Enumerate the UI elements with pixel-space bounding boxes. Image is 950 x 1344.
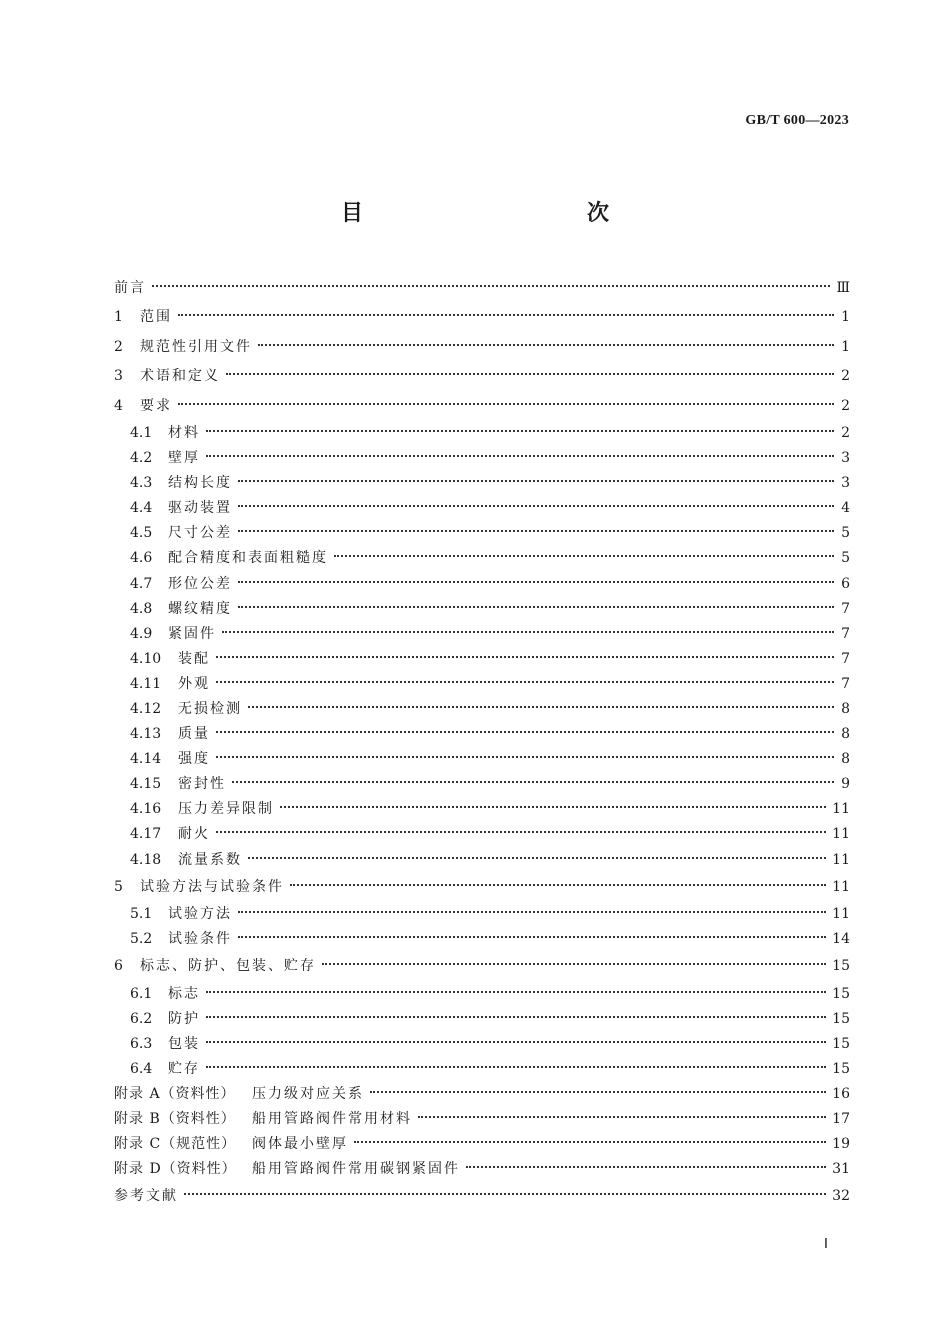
toc-entry-page: 11	[832, 906, 850, 923]
toc-leader-dots	[238, 606, 834, 608]
toc-leader-dots	[354, 1141, 826, 1143]
toc-leader-dots	[248, 857, 826, 859]
toc-entry-label: 流量系数	[178, 851, 242, 868]
toc-entry-page: 9	[841, 776, 850, 793]
toc-entry-number: 1	[114, 309, 123, 326]
toc-entry[interactable]	[114, 1157, 850, 1182]
toc-entry-page: 4	[841, 500, 850, 517]
toc-entry-label: 强度	[178, 751, 210, 768]
toc-leader-dots	[206, 991, 826, 993]
toc-entry-label: 包装	[168, 1035, 200, 1052]
toc-entry-page: 15	[832, 1060, 850, 1077]
toc-entry-label: 标志	[168, 985, 200, 1002]
toc-leader-dots	[216, 656, 834, 658]
toc-entry[interactable]	[114, 952, 850, 981]
toc-leader-dots	[206, 430, 834, 432]
toc-entry-number: 4.12	[130, 700, 162, 717]
toc-entry[interactable]	[114, 747, 850, 772]
toc-entry-page: 1	[841, 309, 850, 326]
toc-entry-number: 2	[114, 338, 123, 355]
toc-entry-number: 4.13	[130, 726, 162, 743]
toc-leader-dots	[216, 831, 826, 833]
toc-entry-page: 7	[841, 600, 850, 617]
toc-leader-dots	[418, 1116, 826, 1118]
toc-entry[interactable]	[114, 848, 850, 873]
toc-leader-dots	[334, 555, 834, 557]
toc-entry[interactable]	[114, 333, 850, 362]
toc-entry-label: 外观	[178, 675, 210, 692]
toc-entry-label: 船用管路阀件常用材料	[252, 1111, 412, 1128]
toc-entry[interactable]	[114, 873, 850, 902]
toc-entry-label: 形位公差	[168, 575, 232, 592]
toc-entry-label: 要求	[140, 397, 172, 414]
toc-entry-page: 2	[841, 397, 850, 414]
toc-entry-page: 14	[832, 931, 850, 948]
toc-entry-number: 4.16	[130, 801, 162, 818]
toc-entry-page: 1	[841, 338, 850, 355]
toc-entry-label: 结构长度	[168, 475, 232, 492]
toc-leader-dots	[322, 963, 826, 965]
toc-entry-number: 4.6	[130, 550, 153, 567]
toc-leader-dots	[216, 756, 834, 758]
toc-leader-dots	[226, 373, 834, 375]
toc-entry-label: 试验条件	[168, 931, 232, 948]
toc-entry[interactable]	[114, 1182, 850, 1211]
toc-entry-label: 尺寸公差	[168, 525, 232, 542]
toc-entry-number: 4.9	[130, 625, 153, 642]
toc-entry-number: 4.10	[130, 650, 162, 667]
toc-entry-page: 8	[841, 751, 850, 768]
toc-entry-label: 船用管路阀件常用碳钢紧固件	[252, 1161, 460, 1178]
toc-entry-number: 4.14	[130, 751, 162, 768]
toc-entry-number: 6	[114, 958, 123, 975]
toc-entry-number: 5.1	[130, 906, 153, 923]
toc-entry-page: 11	[832, 851, 850, 868]
toc-entry[interactable]	[114, 1057, 850, 1082]
toc-entry-page: 31	[832, 1161, 850, 1178]
toc-entry-number: 6.2	[130, 1010, 153, 1027]
toc-entry-page: 11	[832, 826, 850, 843]
toc-entry-number: 5	[114, 878, 123, 895]
toc-entry-number: 4.3	[130, 475, 153, 492]
toc-entry-page: 7	[841, 650, 850, 667]
toc-leader-dots	[184, 1193, 826, 1195]
toc-entry[interactable]	[114, 822, 850, 847]
toc-entry-page: 7	[841, 675, 850, 692]
toc-leader-dots	[206, 1041, 826, 1043]
toc-entry[interactable]	[114, 521, 850, 546]
toc-leader-dots	[178, 314, 834, 316]
toc-entry-number: 4.7	[130, 575, 153, 592]
toc-entry-number: 4.5	[130, 525, 153, 542]
toc-entry-label: 试验方法与试验条件	[140, 878, 284, 895]
toc-entry-label: 密封性	[178, 776, 226, 793]
toc-leader-dots	[238, 581, 834, 583]
toc-entry[interactable]	[114, 1132, 850, 1157]
toc-entry-page: 15	[832, 1035, 850, 1052]
toc-leader-dots	[206, 1066, 826, 1068]
toc-entry-number: 附录 B（资料性）	[114, 1111, 236, 1128]
toc-leader-dots	[238, 936, 826, 938]
toc-entry-page: 32	[832, 1188, 850, 1205]
toc-entry[interactable]	[114, 362, 850, 391]
table-of-contents	[114, 274, 850, 1212]
toc-leader-dots	[466, 1166, 826, 1168]
toc-entry-number: 附录 D（资料性）	[114, 1161, 237, 1178]
toc-leader-dots	[206, 1016, 826, 1018]
toc-entry-number: 4	[114, 397, 123, 414]
toc-entry-label: 压力差异限制	[178, 801, 274, 818]
toc-entry-page: 2	[841, 424, 850, 441]
toc-leader-dots	[248, 706, 834, 708]
toc-leader-dots	[290, 884, 826, 886]
toc-entry-number: 6.1	[130, 985, 153, 1002]
toc-leader-dots	[222, 631, 834, 633]
toc-entry[interactable]	[114, 672, 850, 697]
toc-entry[interactable]	[114, 303, 850, 332]
toc-entry-page: 16	[832, 1085, 850, 1102]
toc-entry[interactable]	[114, 572, 850, 597]
toc-leader-dots	[238, 530, 834, 532]
toc-entry[interactable]	[114, 1107, 850, 1132]
toc-entry-number: 6.3	[130, 1035, 153, 1052]
toc-entry-label: 质量	[178, 726, 210, 743]
toc-entry-page: 15	[832, 958, 850, 975]
toc-entry-label: 术语和定义	[140, 368, 220, 385]
toc-entry[interactable]	[114, 1032, 850, 1057]
toc-leader-dots	[370, 1091, 826, 1093]
toc-leader-dots	[238, 911, 826, 913]
toc-entry[interactable]	[114, 496, 850, 521]
toc-entry[interactable]	[114, 446, 850, 471]
toc-entry-number: 附录 A（资料性）	[114, 1085, 236, 1102]
toc-entry-page: 5	[841, 525, 850, 542]
toc-leader-dots	[232, 781, 834, 783]
standard-code: GB/T 600—2023	[745, 113, 849, 128]
toc-entry-page: 5	[841, 550, 850, 567]
toc-entry-label: 防护	[168, 1010, 200, 1027]
toc-entry-page: 19	[832, 1136, 850, 1153]
toc-entry[interactable]	[114, 927, 850, 952]
toc-entry-label: 参考文献	[114, 1188, 178, 1205]
toc-entry-page: 11	[832, 801, 850, 818]
toc-entry-page: 3	[841, 450, 850, 467]
toc-entry-page: 2	[841, 368, 850, 385]
toc-entry-number: 4.15	[130, 776, 162, 793]
toc-entry-label: 紧固件	[168, 625, 216, 642]
toc-entry-number: 附录 C（规范性）	[114, 1136, 237, 1153]
toc-leader-dots	[258, 344, 834, 346]
toc-entry-number: 3	[114, 368, 123, 385]
toc-entry-label: 装配	[178, 650, 210, 667]
toc-entry-page: Ⅲ	[836, 280, 850, 296]
toc-entry-label: 材料	[168, 424, 200, 441]
toc-entry[interactable]	[114, 597, 850, 622]
toc-entry-number: 4.4	[130, 500, 153, 517]
toc-entry-page: 17	[832, 1111, 850, 1128]
toc-entry-label: 耐火	[178, 826, 210, 843]
toc-entry[interactable]	[114, 622, 850, 647]
toc-entry-label: 无损检测	[178, 700, 242, 717]
toc-entry[interactable]	[114, 392, 850, 421]
toc-entry[interactable]	[114, 697, 850, 722]
toc-entry-label: 压力级对应关系	[252, 1085, 364, 1102]
toc-entry-page: 6	[841, 575, 850, 592]
toc-entry-label: 规范性引用文件	[140, 338, 252, 355]
toc-entry[interactable]	[114, 797, 850, 822]
page-number: Ⅰ	[823, 1237, 828, 1252]
toc-entry[interactable]	[114, 902, 850, 927]
toc-entry-label: 贮存	[168, 1060, 200, 1077]
toc-entry-label: 试验方法	[168, 906, 232, 923]
toc-entry[interactable]	[114, 421, 850, 446]
toc-leader-dots	[152, 285, 830, 287]
toc-entry-number: 4.2	[130, 450, 153, 467]
toc-entry-page: 7	[841, 625, 850, 642]
toc-leader-dots	[216, 731, 834, 733]
toc-entry-number: 5.2	[130, 931, 153, 948]
toc-entry-page: 15	[832, 985, 850, 1002]
toc-entry-label: 阀体最小壁厚	[252, 1136, 348, 1153]
page-title: 目 次	[340, 201, 669, 226]
toc-entry-number: 6.4	[130, 1060, 153, 1077]
toc-entry-number: 4.11	[130, 675, 162, 692]
toc-entry-number: 4.1	[130, 424, 153, 441]
toc-entry-number: 4.8	[130, 600, 153, 617]
toc-entry-label: 范围	[140, 309, 172, 326]
toc-entry[interactable]	[114, 546, 850, 571]
toc-entry-number: 4.17	[130, 826, 162, 843]
toc-entry-page: 15	[832, 1010, 850, 1027]
toc-entry-label: 螺纹精度	[168, 600, 232, 617]
toc-leader-dots	[216, 681, 834, 683]
toc-entry-label: 驱动装置	[168, 500, 232, 517]
toc-entry-number: 4.18	[130, 851, 162, 868]
toc-entry-label: 前言	[114, 280, 146, 296]
toc-entry[interactable]	[114, 647, 850, 672]
toc-entry[interactable]	[114, 722, 850, 747]
toc-leader-dots	[238, 505, 834, 507]
toc-entry[interactable]	[114, 772, 850, 797]
toc-leader-dots	[178, 403, 834, 405]
toc-entry[interactable]	[114, 1007, 850, 1032]
toc-leader-dots	[280, 806, 826, 808]
toc-entry-label: 配合精度和表面粗糙度	[168, 550, 328, 567]
toc-entry-page: 8	[841, 700, 850, 717]
toc-entry[interactable]	[114, 471, 850, 496]
toc-leader-dots	[206, 455, 834, 457]
toc-entry-label: 标志、防护、包装、贮存	[140, 958, 316, 975]
toc-entry-page: 11	[832, 878, 850, 895]
toc-leader-dots	[238, 480, 834, 482]
toc-entry[interactable]	[114, 1082, 850, 1107]
toc-entry-page: 8	[841, 726, 850, 743]
toc-entry-page: 3	[841, 475, 850, 492]
toc-entry-label: 壁厚	[168, 450, 200, 467]
toc-entry[interactable]	[114, 982, 850, 1007]
toc-entry[interactable]	[114, 274, 850, 303]
